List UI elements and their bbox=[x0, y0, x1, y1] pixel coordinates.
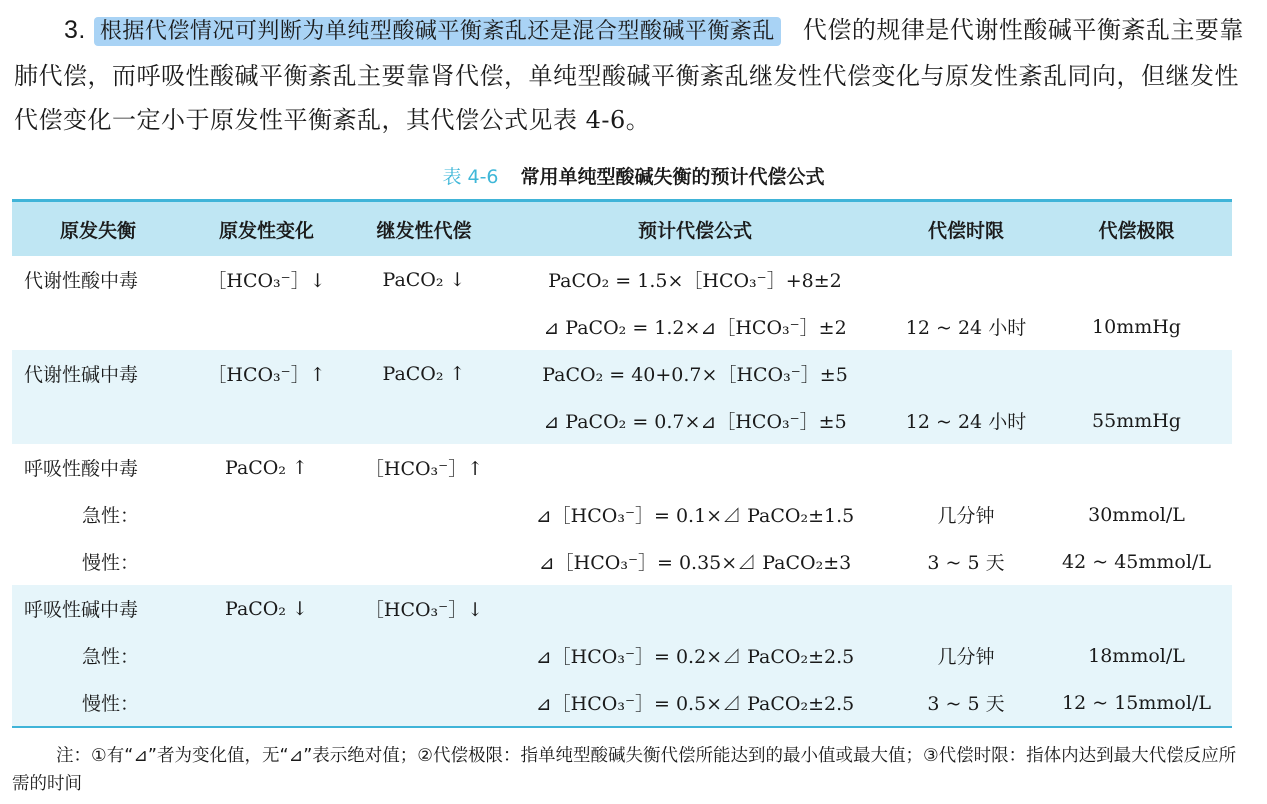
cell-c2: ［HCO₃⁻］↑ bbox=[207, 364, 326, 386]
cell-c4 bbox=[499, 585, 891, 632]
cell-c5: 12 ~ 24 小时 bbox=[905, 317, 1027, 339]
cell-c6 bbox=[1041, 350, 1232, 397]
header-primary-disorder: 原发失衡 bbox=[12, 201, 184, 257]
cell-c6: 42 ~ 45mmol/L bbox=[1062, 550, 1211, 573]
cell-c1: 慢性： bbox=[82, 552, 140, 574]
table-number: 表 4-6 bbox=[442, 166, 499, 188]
cell-c2: ［HCO₃⁻］↓ bbox=[207, 270, 326, 292]
cell-c3 bbox=[349, 679, 499, 727]
cell-c3: ［HCO₃⁻］↓ bbox=[364, 599, 484, 621]
cell-c4: PaCO₂ = 1.5×［HCO₃⁻］+8±2 bbox=[548, 270, 842, 292]
paragraph-number: 3. bbox=[64, 16, 86, 44]
header-secondary-compensation: 继发性代偿 bbox=[349, 201, 499, 257]
table-note: 注：①有“⊿”者为变化值，无“⊿”表示绝对值；②代偿极限：指单纯型酸碱失衡代偿所能达到的最小值或最大值；③代偿时限：指体内达到最大代偿反应所需的时间 bbox=[12, 746, 1237, 794]
cell-c4 bbox=[499, 444, 891, 491]
cell-c6 bbox=[1041, 256, 1232, 303]
cell-c1: 急性： bbox=[82, 646, 140, 668]
cell-c1 bbox=[12, 303, 184, 350]
table-row bbox=[12, 256, 1232, 303]
cell-c6: 12 ~ 15mmol/L bbox=[1041, 679, 1232, 727]
table-row bbox=[12, 679, 1232, 727]
table-caption bbox=[0, 162, 1267, 189]
cell-c5: 几分钟 bbox=[937, 505, 995, 527]
cell-c2: PaCO₂ ↑ bbox=[225, 456, 308, 479]
cell-c2 bbox=[184, 491, 349, 538]
table-row bbox=[12, 303, 1232, 350]
cell-c5 bbox=[891, 256, 1041, 303]
cell-c6: 10mmHg bbox=[1092, 315, 1181, 338]
cell-c3 bbox=[349, 397, 499, 444]
cell-c4: ⊿ PaCO₂ = 0.7×⊿［HCO₃⁻］±5 bbox=[543, 411, 847, 433]
header-time-limit: 代偿时限 bbox=[891, 201, 1041, 257]
body-paragraph bbox=[14, 8, 1254, 142]
header-formula: 预计代偿公式 bbox=[499, 201, 891, 257]
cell-c6 bbox=[1041, 585, 1232, 632]
table-row bbox=[12, 444, 1232, 491]
cell-c4: ⊿［HCO₃⁻］= 0.5×⊿ PaCO₂±2.5 bbox=[499, 679, 891, 727]
cell-c3: PaCO₂ ↑ bbox=[382, 362, 466, 385]
cell-c1: 代谢性酸中毒 bbox=[24, 270, 139, 292]
cell-c3 bbox=[349, 491, 499, 538]
cell-c6: 18mmol/L bbox=[1088, 644, 1185, 667]
cell-c2 bbox=[184, 538, 349, 585]
cell-c2 bbox=[184, 397, 349, 444]
table-row bbox=[12, 632, 1232, 679]
highlighted-sentence[interactable]: 根据代偿情况可判断为单纯型酸碱平衡紊乱还是混合型酸碱平衡紊乱 bbox=[94, 17, 781, 46]
table-row bbox=[12, 350, 1232, 397]
cell-c6 bbox=[1041, 444, 1232, 491]
cell-c1 bbox=[12, 397, 184, 444]
cell-c3: ［HCO₃⁻］↑ bbox=[364, 458, 484, 480]
cell-c3 bbox=[349, 303, 499, 350]
cell-c4: ⊿ PaCO₂ = 1.2×⊿［HCO₃⁻］±2 bbox=[543, 317, 847, 339]
cell-c2: PaCO₂ ↓ bbox=[225, 597, 308, 620]
table-row bbox=[12, 491, 1232, 538]
cell-c5 bbox=[891, 350, 1041, 397]
cell-c5 bbox=[891, 585, 1041, 632]
cell-c1: 呼吸性酸中毒 bbox=[24, 458, 139, 480]
cell-c5: 3 ~ 5 天 bbox=[891, 679, 1041, 727]
cell-c3 bbox=[349, 538, 499, 585]
table-row bbox=[12, 397, 1232, 444]
cell-c5: 几分钟 bbox=[937, 646, 995, 668]
cell-c2 bbox=[184, 679, 349, 727]
cell-c4: ⊿［HCO₃⁻］= 0.2×⊿ PaCO₂±2.5 bbox=[535, 646, 855, 668]
cell-c5: 12 ~ 24 小时 bbox=[905, 411, 1027, 433]
cell-c4: PaCO₂ = 40+0.7×［HCO₃⁻］±5 bbox=[542, 364, 848, 386]
cell-c6: 30mmol/L bbox=[1088, 503, 1185, 526]
header-limit: 代偿极限 bbox=[1041, 201, 1232, 257]
cell-c2 bbox=[184, 632, 349, 679]
cell-c4: ⊿［HCO₃⁻］= 0.1×⊿ PaCO₂±1.5 bbox=[535, 505, 855, 527]
cell-c3 bbox=[349, 632, 499, 679]
cell-c1: 慢性： bbox=[12, 679, 184, 727]
table-row bbox=[12, 538, 1232, 585]
table-header-row bbox=[12, 201, 1232, 257]
table-title: 常用单纯型酸碱失衡的预计代偿公式 bbox=[520, 166, 825, 188]
cell-c2 bbox=[184, 303, 349, 350]
cell-c1: 急性： bbox=[82, 505, 140, 527]
cell-c5 bbox=[891, 444, 1041, 491]
paragraph-text: 代偿的规律是代谢性酸碱平衡紊乱主要靠肺代偿，而呼吸性酸碱平衡紊乱主要靠肾代偿，单纯型酸碱平衡紊乱继发性代偿变化与原发性紊乱同向，但继发性代偿变化一定小于原发性平衡紊乱，其代偿公式见表 4-6。 bbox=[14, 16, 1244, 134]
cell-c4: ⊿［HCO₃⁻］= 0.35×⊿ PaCO₂±3 bbox=[538, 552, 852, 574]
cell-c3: PaCO₂ ↓ bbox=[382, 268, 466, 291]
cell-c5: 3 ~ 5 天 bbox=[927, 552, 1005, 574]
cell-c1: 代谢性碱中毒 bbox=[24, 364, 139, 386]
compensation-table bbox=[12, 199, 1232, 728]
header-primary-change: 原发性变化 bbox=[184, 201, 349, 257]
cell-c1: 呼吸性碱中毒 bbox=[24, 599, 139, 621]
table-row bbox=[12, 585, 1232, 632]
cell-c6: 55mmHg bbox=[1092, 409, 1181, 432]
